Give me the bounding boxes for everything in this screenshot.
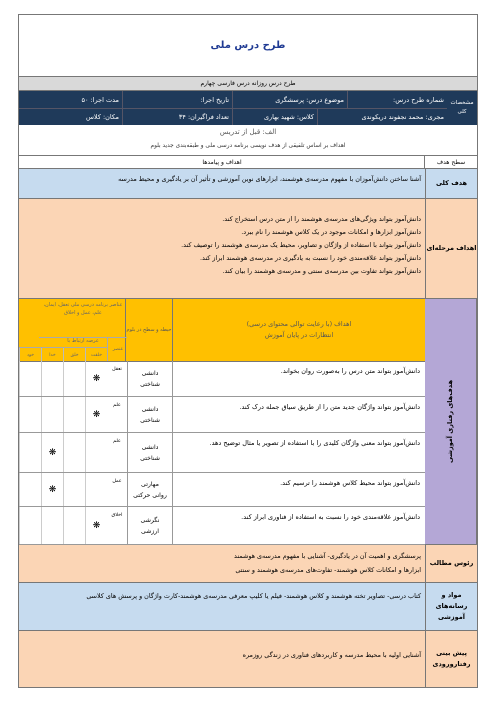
relation-cell bbox=[63, 473, 85, 506]
domain-level: ارزشی bbox=[140, 527, 160, 535]
banner-note: اهداف بر اساس تلفیقی از هدف نویسی برنامه درسی ملی و طبقه‌بندی جدید بلوم bbox=[150, 143, 346, 149]
relation-cell bbox=[19, 397, 41, 432]
relation-col-khod: خود bbox=[19, 348, 41, 362]
page-title: طرح درس ملی bbox=[19, 15, 477, 77]
relation-grid bbox=[19, 433, 107, 472]
element-column-title: عنصر bbox=[107, 337, 128, 361]
relation-grid bbox=[19, 507, 107, 544]
domain-type: دانشی bbox=[141, 443, 159, 451]
stage-goal-item: دانش‌آموز بتواند علاقه‌مندی خود را نسبت به یادگیری در مدرسه‌ی هوشمند ابراز کند. bbox=[199, 254, 421, 262]
lesson-plan-page bbox=[18, 14, 478, 688]
relation-cell bbox=[63, 433, 85, 472]
headings-label: رئوس مطالب bbox=[425, 545, 477, 582]
relation-grid bbox=[19, 473, 107, 506]
behavior-element: علم bbox=[113, 403, 121, 408]
specs-label-line2: کلی bbox=[457, 109, 467, 115]
domain-level: شناختی bbox=[140, 416, 160, 424]
behavior-row bbox=[19, 473, 425, 507]
relation-cell: ❋ bbox=[85, 361, 107, 396]
behavioral-goals-label: هدف‌های رفتاری آموزشی bbox=[425, 299, 477, 544]
lesson-number: شماره طرح درس: bbox=[347, 91, 447, 108]
lesson-duration: مدت اجرا: ۵۰ bbox=[81, 95, 119, 104]
relation-cell bbox=[85, 473, 107, 506]
lesson-topic: موضوع درس: پرسشگری bbox=[232, 91, 347, 108]
goal-column-title: اهداف (با رعایت توالی محتوای درسی) bbox=[246, 320, 352, 328]
relation-cell bbox=[41, 361, 63, 396]
behavior-row bbox=[19, 397, 425, 433]
heading-item: پرسشگری و اهمیت آن در یادگیری- آشنایی با مفهوم مدرسه‌ی هوشمند bbox=[234, 552, 421, 560]
behavior-goal-text: دانش‌آموز بتواند واژگان جدید متن را از طریق سیاق جمله درک کند. bbox=[239, 403, 420, 411]
relation-cell bbox=[63, 397, 85, 432]
headings-list bbox=[234, 549, 421, 577]
general-goal-label: هدف کلی bbox=[425, 169, 477, 198]
media-text: کتاب درسی- تصاویر تخته هوشمند و کلاس هوشمند- فیلم یا کلیپ معرفی مدرسه‌ی هوشمند-کارت واژگان و پرسش های کلاسی bbox=[86, 592, 421, 600]
domain-type: مهارتی bbox=[141, 480, 159, 488]
behavior-element: علم bbox=[113, 439, 121, 444]
domain-column-header: حیطه و سطح در بلوم bbox=[125, 299, 173, 361]
behavior-element: عمل bbox=[112, 479, 122, 484]
relation-columns bbox=[19, 347, 107, 362]
domain-level: شناختی bbox=[140, 380, 160, 388]
banner-heading: الف: قبل از تدریس bbox=[219, 128, 277, 136]
goal-column-header bbox=[173, 299, 425, 361]
relation-cell bbox=[19, 433, 41, 472]
behavior-domain bbox=[127, 507, 173, 544]
relation-cell bbox=[85, 433, 107, 472]
level-header-goals: اهداف و پیامدها bbox=[202, 158, 242, 166]
behavior-row bbox=[19, 433, 425, 473]
relation-cell bbox=[19, 507, 41, 544]
stage-goal-item: دانش‌آموز بتواند ویژگی‌های مدرسه‌ی هوشمند را از متن درس استخراج کند. bbox=[222, 215, 421, 223]
prediction-text: آشنایی اولیه با محیط مدرسه و کاربردهای فناوری در زندگی روزمره bbox=[242, 651, 421, 659]
specs-label bbox=[446, 91, 477, 125]
relation-grid bbox=[19, 397, 107, 432]
stage-goals-list bbox=[181, 213, 421, 278]
level-header-level: سطح هدف bbox=[424, 156, 477, 168]
learner-count: تعداد فراگیران: ۳۴ bbox=[122, 109, 232, 125]
behavior-domain bbox=[127, 361, 173, 396]
behavior-domain bbox=[127, 397, 173, 432]
lesson-date: تاریخ اجرا: bbox=[122, 91, 232, 108]
specs-row-1 bbox=[19, 91, 447, 108]
behavior-goal-text: دانش‌آموز بتواند معنی واژگان کلیدی را با استفاده از تصویر یا مثال توضیح دهد. bbox=[209, 439, 420, 447]
relation-cell bbox=[41, 507, 63, 544]
behavior-domain bbox=[127, 473, 173, 506]
lesson-class: کلاس: شهید بهاری bbox=[232, 109, 317, 125]
behavior-element: اخلاق bbox=[111, 513, 123, 518]
prediction-section bbox=[19, 631, 477, 687]
domain-level: شناختی bbox=[140, 454, 160, 462]
behavior-element: تعقل bbox=[112, 367, 122, 372]
relation-cell bbox=[63, 361, 85, 396]
prediction-label: پیش بینی رفتارورودی bbox=[425, 631, 477, 687]
goal-column-subtitle: انتظارات در پایان آموزش bbox=[264, 331, 334, 339]
relation-col-khoda: خدا bbox=[41, 348, 63, 362]
headings-section bbox=[19, 545, 477, 583]
behavior-goal-text: دانش‌آموز بتواند محیط کلاس هوشمند را ترسیم کند. bbox=[280, 479, 420, 487]
domain-type: دانشی bbox=[141, 405, 159, 413]
relation-cell bbox=[19, 473, 41, 506]
relation-cell bbox=[63, 507, 85, 544]
stage-goals-section bbox=[19, 199, 477, 299]
elements-title: عناصر برنامه درسی ملی تعقل، ایمان، علم، عمل و اخلاق bbox=[43, 302, 123, 316]
media-section bbox=[19, 583, 477, 631]
relation-area-title: عرصه ارتباط با bbox=[39, 337, 127, 344]
behavior-row bbox=[19, 507, 425, 545]
level-header bbox=[19, 155, 477, 169]
media-label: مواد و رسانه‌های آموزشی bbox=[425, 583, 477, 630]
general-goal-text: آشنا ساختن دانش‌آموزان با مفهوم مدرسه‌ی هوشمند، ابزارهای نوین آموزشی و تأثیر آن بر یادگیری و محیط مدرسه bbox=[118, 175, 421, 183]
elements-column-header bbox=[19, 299, 127, 361]
relation-cell bbox=[19, 361, 41, 396]
specs-row-2 bbox=[19, 108, 447, 125]
stage-goal-item: دانش‌آموز ابزارها و امکانات موجود در یک کلاس هوشمند را نام ببرد. bbox=[241, 228, 421, 236]
behavioral-goals-table bbox=[19, 299, 425, 544]
domain-type: نگرشی bbox=[140, 516, 160, 524]
pre-teaching-banner bbox=[19, 125, 477, 155]
relation-cell: ❋ bbox=[41, 473, 63, 506]
behavioral-table-header bbox=[19, 299, 425, 362]
relation-cell: ❋ bbox=[85, 507, 107, 544]
relation-grid bbox=[19, 361, 107, 396]
relation-cell: ❋ bbox=[85, 397, 107, 432]
stage-goal-item: دانش‌آموز بتواند تفاوت بین مدرسه‌ی سنتی و مدرسه‌ی هوشمند را بیان کند. bbox=[222, 267, 421, 275]
lesson-place: مکان: کلاس bbox=[86, 113, 119, 121]
stage-goal-item: دانش‌آموز بتواند با استفاده از واژگان و تصاویر، محیط یک مدرسه‌ی هوشمند را توصیف کند. bbox=[181, 241, 421, 249]
general-goal-section bbox=[19, 169, 477, 199]
specs-label-line1: مشخصات bbox=[450, 100, 474, 106]
behavior-goal-text: دانش‌آموز بتواند متن درس را به‌صورت روان بخواند. bbox=[280, 367, 420, 375]
behavioral-goals-section bbox=[19, 299, 477, 545]
plan-subtitle: طرح درس روزانه درس فارسی چهارم bbox=[19, 77, 477, 91]
lesson-teacher: مجری: محمد نجفوند دریکوندی bbox=[317, 109, 447, 125]
domain-type: دانشی bbox=[141, 369, 159, 377]
domain-level: روانی حرکتی bbox=[133, 491, 167, 499]
behavior-goal-text: دانش‌آموز علاقه‌مندی خود را نسبت به استفاده از فناوری ابراز کند. bbox=[241, 513, 420, 521]
relation-col-khalghat: خلقت bbox=[85, 348, 107, 362]
relation-cell bbox=[41, 397, 63, 432]
relation-cell: ❋ bbox=[41, 433, 63, 472]
relation-col-khalgh: خلق bbox=[63, 348, 85, 362]
behavior-domain bbox=[127, 433, 173, 472]
heading-item: ابزارها و امکانات کلاس هوشمند- تفاوت‌های مدرسه‌ی هوشمند و سنتی bbox=[235, 566, 421, 574]
behavior-row bbox=[19, 361, 425, 397]
stage-goals-label: اهداف مرحله‌ای bbox=[425, 199, 477, 298]
